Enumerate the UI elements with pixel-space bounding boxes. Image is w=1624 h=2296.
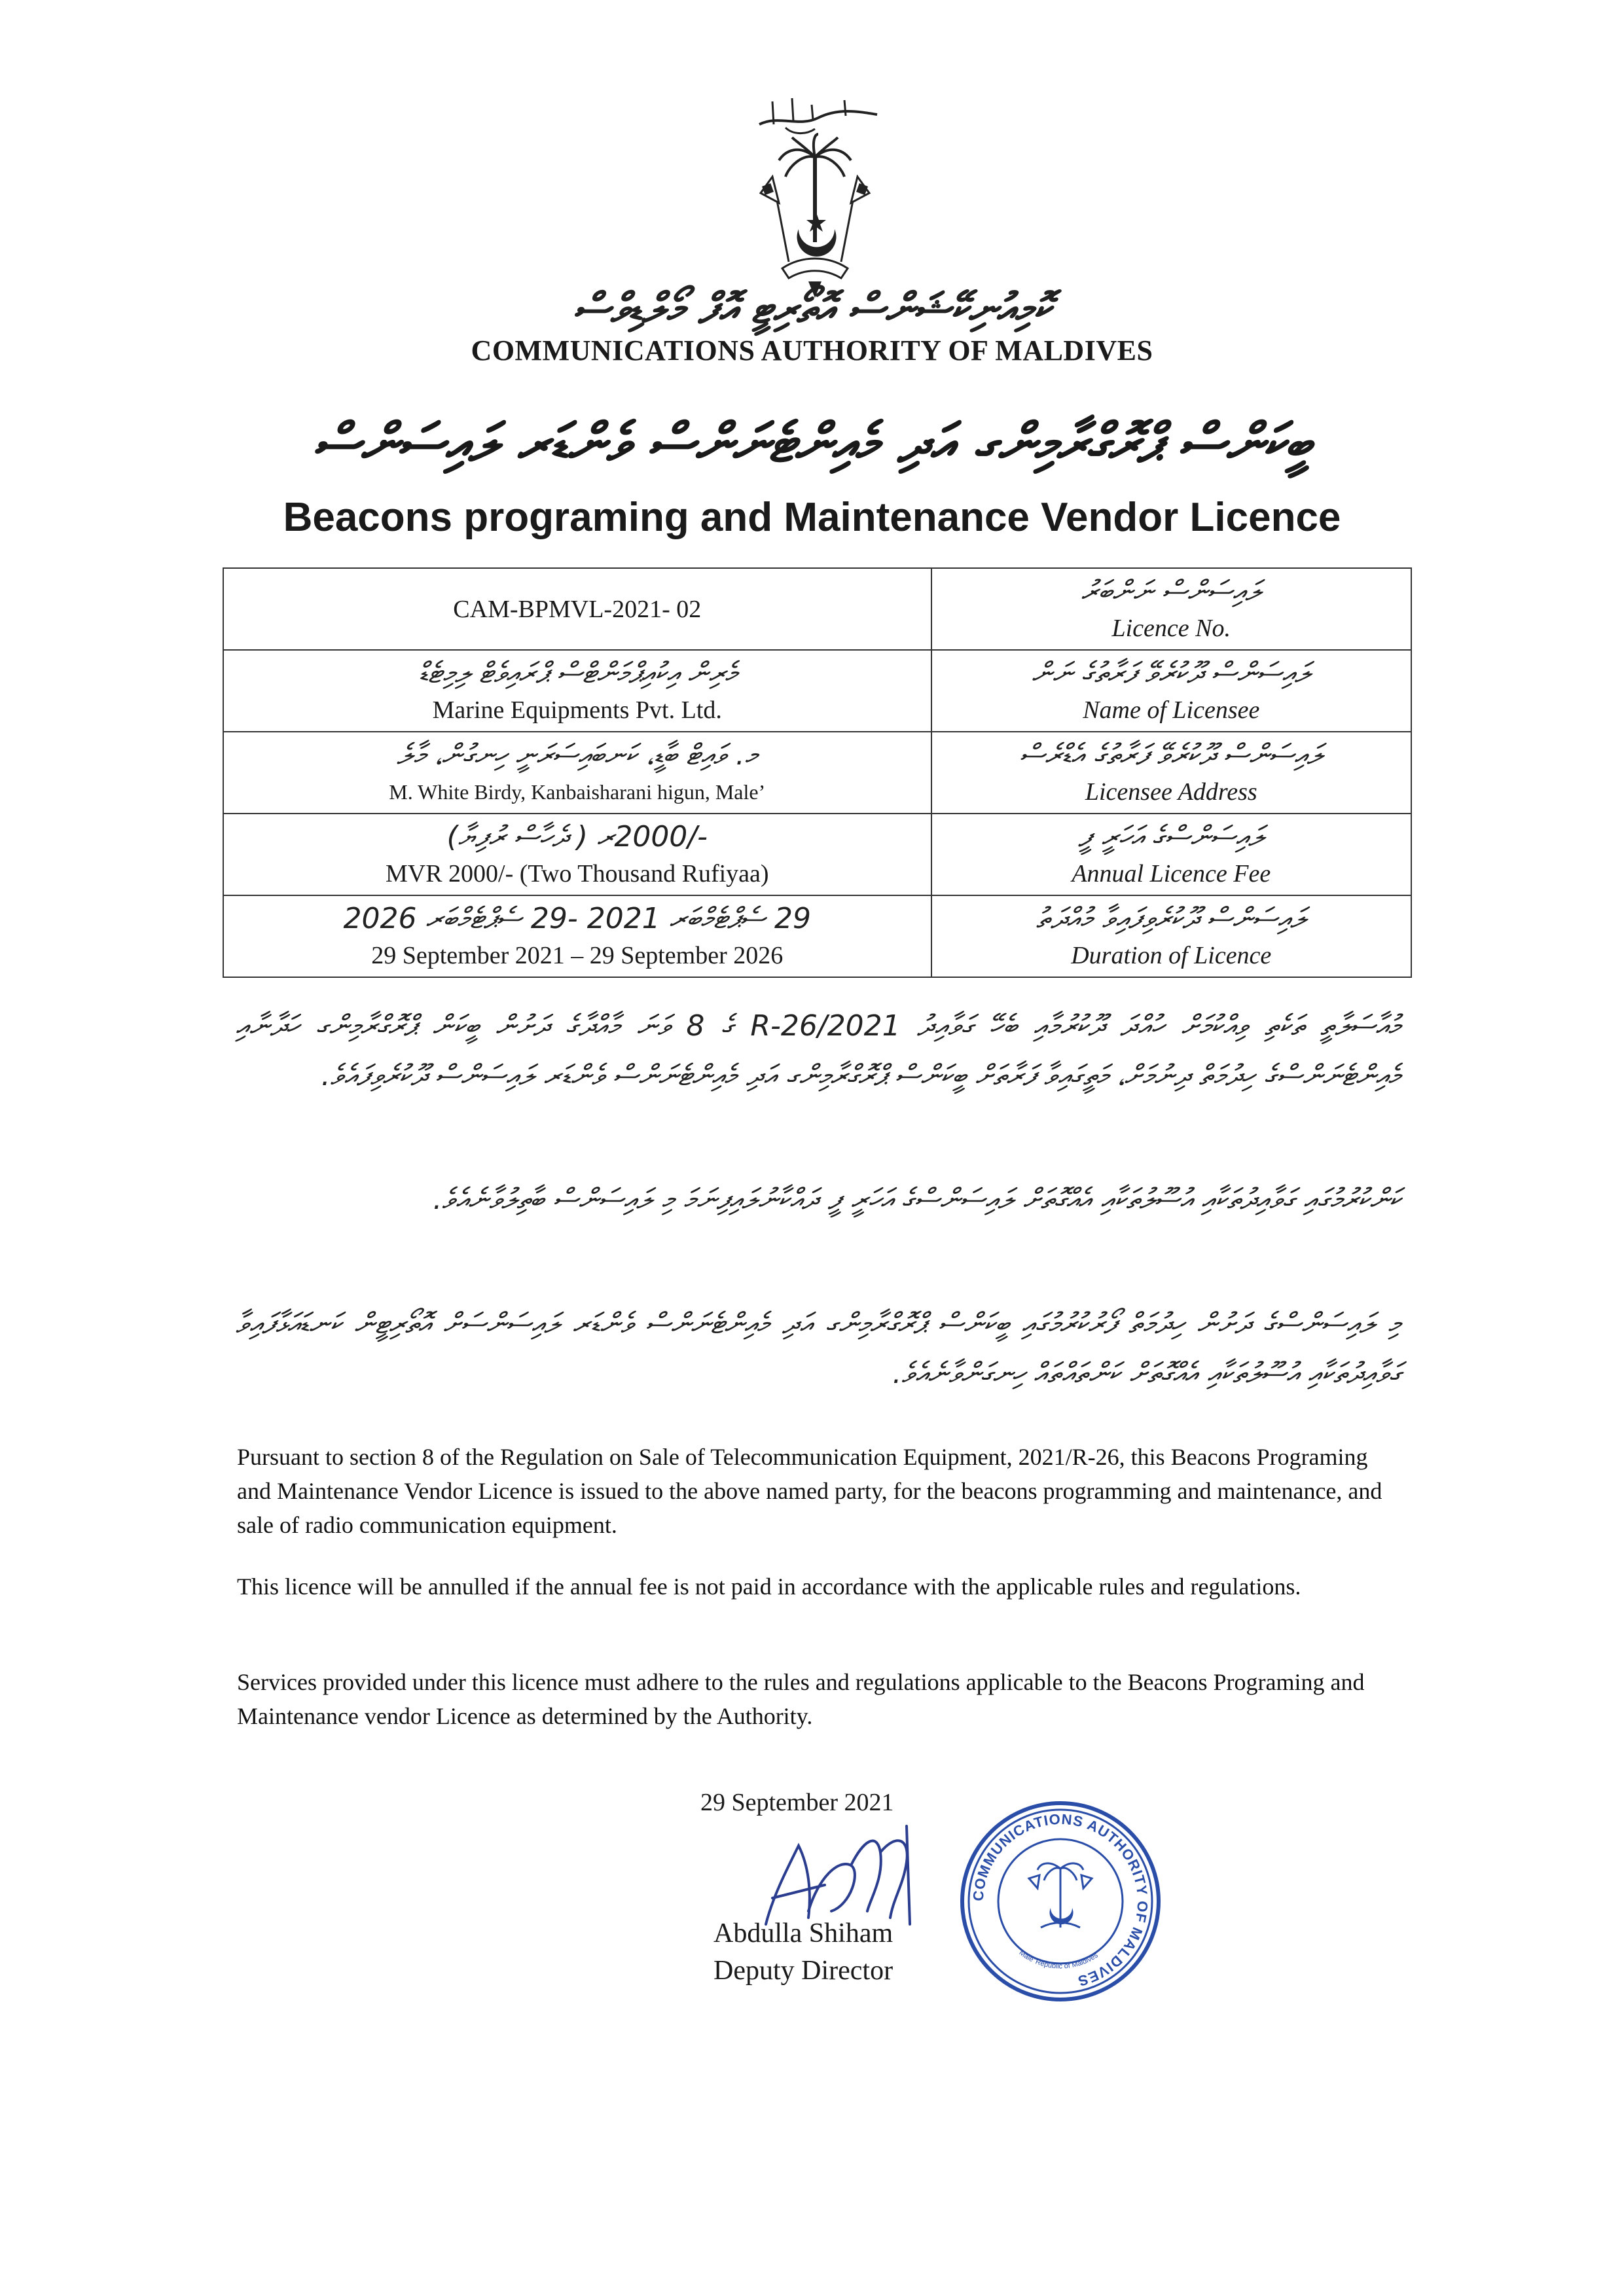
state-emblem-icon: [753, 131, 877, 301]
licensee-address-value-cell: [223, 732, 931, 814]
body-paragraph-dhivehi-3: މި ލައިސަންސްގެ ދަށުން ހިދުމަތް ފޯރުކުރުމުގައި ބީކަންސް ޕްރޮގްރާމިންގ އަދި މެއިންޓެނަންސް ވެންޑަރ ލައިސަންސަށް އޮތޯރިޓީން ކަނޑައަޅާފައިވާ ގަވާއިދުތަކާއި އުސޫލުތަކާއި އެއްގޮތަށް ކަންތައްތައް ހިނގަންވާނެއެވެ.: [236, 1307, 1401, 1390]
licensee-address-value-dhivehi: މ. ވައިޓް ބާޑީ، ކަނބައިސަރަނީ ހިނގުން، މާލެ: [396, 738, 758, 772]
table-row: [223, 895, 1411, 977]
licensee-name-label-cell: [931, 650, 1411, 732]
licence-duration-value-dhivehi: 29 ސެޕްޓެމްބަރ 2021 -29 ސެޕްޓެމްބަރ 2026: [343, 901, 812, 935]
licence-duration-label-dhivehi: ލައިސަންސް ދޫކުރެވިފައިވާ މުއްދަތު: [1036, 901, 1307, 935]
table-row: [223, 732, 1411, 814]
licence-details-table: [223, 567, 1412, 978]
licence-number-label-dhivehi: ލައިސަންސް ނަންބަރު: [1081, 574, 1261, 608]
seal-ring-text: COMMUNICATIONS AUTHORITY OF MALDIVES: [969, 1810, 1151, 1990]
licensee-name-label: Name of Licensee: [1083, 696, 1260, 724]
licensee-address-value: M. White Birdy, Kanbaisharani higun, Male’: [389, 780, 766, 804]
authority-name-english: COMMUNICATIONS AUTHORITY OF MALDIVES: [471, 334, 1153, 367]
licence-number-label-cell: [931, 568, 1411, 650]
licence-duration-label-cell: [931, 895, 1411, 977]
annual-fee-value-dhivehi: -/2000ރ ( ދެހާސް ރުފިޔާ): [446, 819, 708, 853]
body-paragraph-dhivehi-1: މުއާސަލާތީ ތަކެތި ވިއްކުމަށް ހުއްދަ ދޫކުރުމާއި ބެހޭ ގަވާއިދު 2021/R-26 ގެ 8 ވަނަ މާއްދާގެ ދަށުން ބީކަން ޕްރޮގްރާމިންގ ހަދާނާއި މެއިންޓެނަންސްގެ ހިދުމަތް ދިނުމަށް، މަތީގައިވާ ފަރާތަށް ބީކަންސް ޕްރޮގްރާމިންގ އަދި މެއިންޓެނަންސް ވެންޑަރ ލައިސަންސް ދޫކުރެވިފައެވެ.: [236, 1009, 1401, 1092]
body-paragraph-dhivehi-2: ކަންކުރުމުގައި ގަވާއިދުތަކާއި އުސޫލުތަކާއި އެއްގޮތަށް ލައިސަންސްގެ އަހަރީ ފީ ދައްކާނުލައިފިނަމަ މި ލައިސަންސް ބާތިލުވާނެއެވެ.: [433, 1183, 1401, 1216]
annual-fee-label-cell: [931, 814, 1411, 895]
licensee-name-value-cell: [223, 650, 931, 732]
licence-number-label: Licence No.: [1111, 614, 1231, 642]
annual-fee-label-dhivehi: ލައިސަންސްގެ އަހަރީ ފީ: [1078, 819, 1265, 853]
signatory-name: Abdulla Shiham: [713, 1918, 893, 1948]
licence-number-value-cell: [223, 568, 931, 650]
licence-duration-value: 29 September 2021 – 29 September 2026: [371, 941, 784, 969]
body-paragraph-english-1: Pursuant to section 8 of the Regulation on Sale of Telecommunication Equipment, 2021/R-26, this Beacons Programing and Maintenance Vendor Licence is issued to the above named party, for the beacons programming and maintenance, and sale of radio communication equipment.: [237, 1444, 1382, 1538]
table-row: [223, 814, 1411, 895]
official-seal-icon: [956, 1797, 1165, 2006]
body-paragraph-english-2: This licence will be annulled if the annual fee is not paid in accordance with the applicable rules and regulations.: [237, 1573, 1301, 1600]
annual-fee-value: MVR 2000/- (Two Thousand Rufiyaa): [385, 859, 769, 888]
signature-date: 29 September 2021: [700, 1789, 894, 1816]
licensee-address-label-cell: [931, 732, 1411, 814]
licensee-address-label-dhivehi: ލައިސަންސް ދޫކުރެވޭ ފަރާތުގެ އެޑްރެސް: [1019, 738, 1323, 772]
licence-duration-label: Duration of Licence: [1071, 941, 1272, 969]
svg-text:Male’ Republic of Maldives: [1018, 1949, 1100, 1971]
body-paragraph-english-3: Services provided under this licence must adhere to the rules and regulations applicable to the Beacons Programing and Maintenance vendor Licence as determined by the Authority.: [237, 1669, 1365, 1729]
licensee-name-value: Marine Equipments Pvt. Ltd.: [432, 696, 722, 724]
licensee-name-value-dhivehi: މެރިން އިކުއިޕްމަންޓްސް ޕްރައިވެޓް ލިމިޓެޑް: [418, 656, 736, 690]
licence-number-value: CAM-BPMVL-2021- 02: [453, 595, 702, 623]
authority-name-dhivehi: ކޮމިއުނިކޭޝަންސް އޮތޯރިޓީ އޮފް މޯލްޑިވްސް: [573, 285, 1051, 333]
seal-inner-text: Male’ Republic of Maldives: [1017, 1948, 1100, 1971]
licence-duration-value-cell: [223, 895, 931, 977]
licence-title-dhivehi: ބީކަންސް ޕްރޮގްރާމިންގ އަދި މެއިންޓެނަންސް ވެންޑަރ ލައިސަންސް: [313, 412, 1311, 475]
table-row: [223, 568, 1411, 650]
signatory-title: Deputy Director: [713, 1956, 893, 1986]
annual-fee-label: Annual Licence Fee: [1072, 859, 1271, 888]
table-row: [223, 650, 1411, 732]
licence-title-english: Beacons programing and Maintenance Vendor Licence: [283, 495, 1341, 540]
licensee-name-label-dhivehi: ލައިސަންސް ދޫކުރެވޭ ފަރާތުގެ ނަން: [1032, 656, 1311, 690]
licensee-address-label: Licensee Address: [1085, 778, 1257, 806]
annual-fee-value-cell: [223, 814, 931, 895]
